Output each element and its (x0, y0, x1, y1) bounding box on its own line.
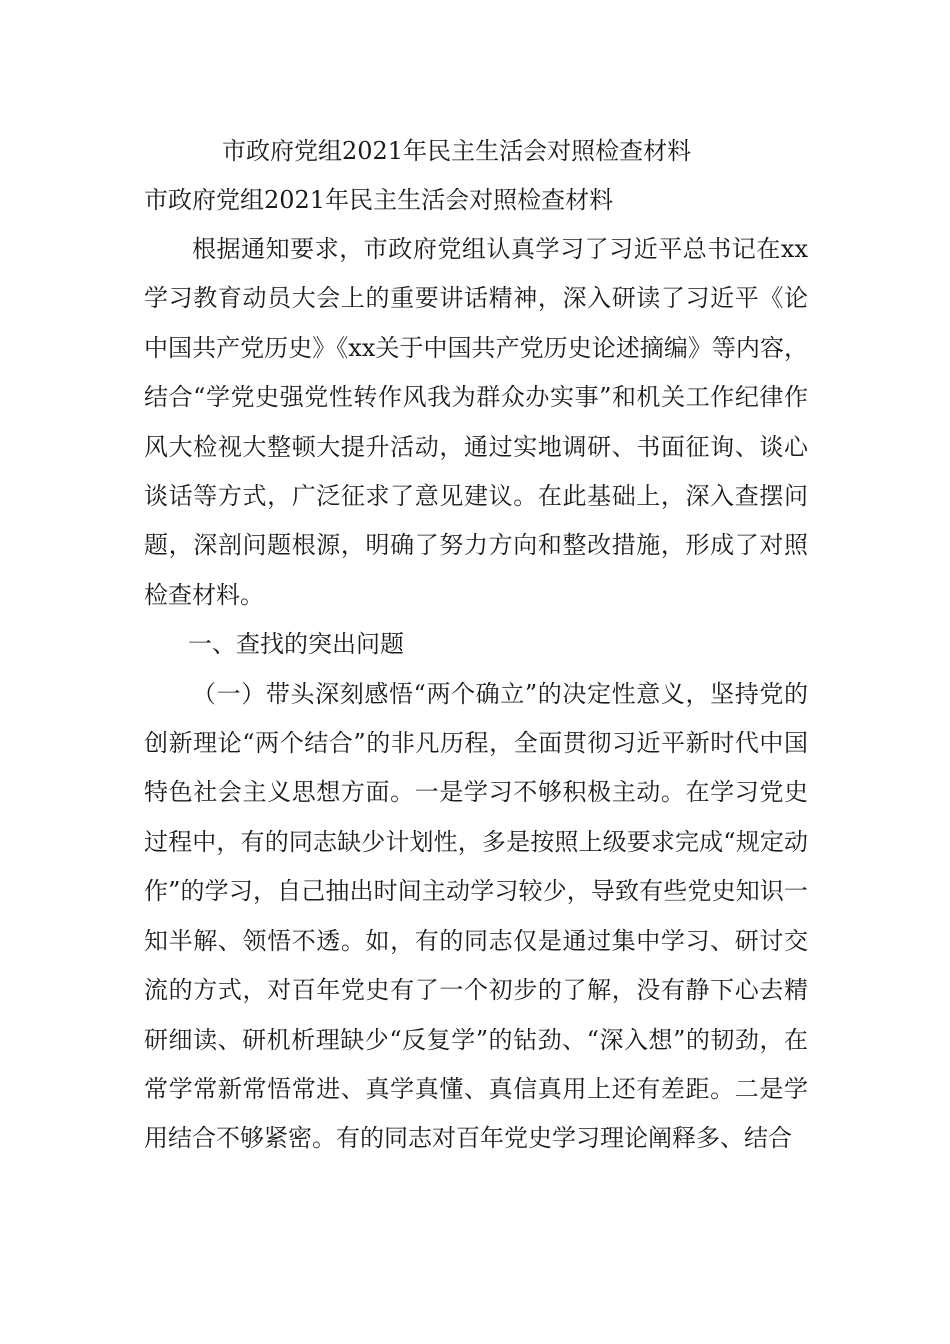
document-title: 市政府党组2021年民主生活会对照检查材料 (222, 137, 692, 165)
section-heading: 一、查找的突出问题 (188, 630, 404, 659)
section-paragraph: （一）带头深刻感悟“两个确立”的决定性意义，坚持党的创新理论“两个结合”的非凡历程，全面贯彻习近平新时代中国特色社会主义思想方面。一是学习不够积极主动。在学习党史过程中，有的同志缺少计划性，多是按照上级要求完成“规定动作”的学习，自己抽出时间主动学习较少，导致有些党史知识一知半解、领悟不透。如，有的同志仅是通过集中学习、研讨交流的方式，对百年党史有了一个初步的了解，没有静下心去精研细读、研机析理缺少“反复学”的钻劲、“深入想”的韧劲，在常学常新常悟常进、真学真懂、真信真用上还有差距。二是学用结合不够紧密。有的同志对百年党史学习理论阐释多、结合 (144, 679, 808, 1153)
intro-paragraph: 根据通知要求，市政府党组认真学习了习近平总书记在xx学习教育动员大会上的重要讲话精神，深入研读了习近平《论中国共产党历史》《xx关于中国共产党历史论述摘编》等内容，结合“学党史强党性转作风我为群众办实事”和机关工作纪律作风大检视大整顿大提升活动，通过实地调研、书面征询、谈心谈话等方式，广泛征求了意见建议。在此基础上，深入查摆问题，深剖问题根源，明确了努力方向和整改措施，形成了对照检查材料。 (144, 235, 808, 609)
document-subtitle: 市政府党组2021年民主生活会对照检查材料 (144, 186, 614, 214)
document-body (144, 127, 808, 1164)
